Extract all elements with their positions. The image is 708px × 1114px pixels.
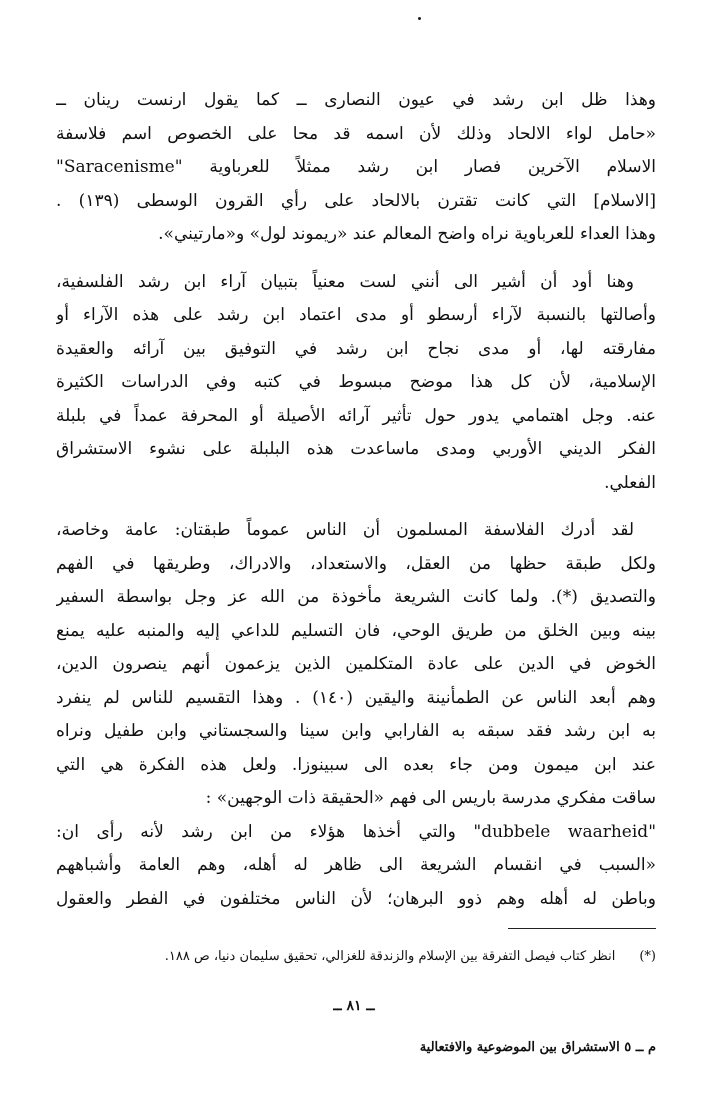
text-line: عنه. وجل اهتمامي يدور حول تأثير آرائه الأصيلة أو المحرفة عمداً في بلبلة	[56, 405, 656, 426]
text-line: الإسلامية، لأن كل هذا موضح مبسوط في كتبه وفي الدراسات الكثيرة	[56, 372, 656, 392]
text-line: مفارقته لها، أو مدى نجاح ابن رشد في التوفيق بين آرائه والعقيدة	[56, 338, 656, 359]
text-line: "dubbele waarheid" والتي أخذها هؤلاء من ابن رشد لأنه رأى ان:	[56, 821, 656, 842]
text-line: «حامل لواء الالحاد وذلك لأن اسمه قد محا على الخصوص اسم فلاسفة	[56, 123, 656, 144]
text-line: والتصديق (*). ولما كانت الشريعة مأخوذة من الله عز وجل بواسطة السفير	[56, 587, 656, 607]
paragraph-1	[56, 84, 656, 252]
text-line: الفكر الديني الأوربي ومدى ماساعدت هذه البلبلة على نشوء الاستشراق	[56, 439, 656, 459]
paragraph-gap	[56, 252, 656, 266]
page-number: ــ ٨١ ــ	[333, 998, 375, 1014]
text-line: «السبب في انقسام الشريعة الى ظاهر له أهله، وهم العامة وأشباههم	[56, 855, 656, 875]
text-line: الخوض في الدين على عادة المتكلمين الذين يزعمون أنهم ينصرون الدين،	[56, 654, 656, 674]
footnote-mark: (*)	[639, 949, 656, 964]
text-line: وأصالتها بالنسبة لآراء أرسطو أو مدى اعتماد ابن رشد على هذه الآراء أو	[56, 305, 656, 325]
text-line: ولكل طبقة حظها من العقل، والاستعداد، والادراك، وطريقها في الفهم	[56, 553, 656, 574]
page-body	[56, 84, 656, 916]
printer-mark	[418, 17, 421, 20]
paragraph-gap	[56, 500, 656, 514]
text-line: [الاسلام] التي كانت تقترن بالالحاد على رأي القرون الوسطى (١٣٩) .	[56, 190, 656, 211]
text-line: الاسلام الآخرين فصار ابن رشد ممثلاً للعرباوية "Saracenisme"	[56, 157, 656, 177]
text-line: وهذا العداء للعرباوية نراه واضح المعالم عند «ريموند لول» و«مارتيني».	[158, 224, 656, 244]
text-line: ساقت مفكري مدرسة باريس الى فهم «الحقيقة ذات الوجهين» :	[205, 788, 656, 808]
text-line: بينه وبين الخلق من طريق الوحي، فان التسليم للداعي إليه والمنبه عليه يمنع	[56, 620, 656, 641]
text-line: عند ابن ميمون ومن جاء بعده الى سبينوزا. ولعل هذه الفكرة هي التي	[56, 754, 656, 775]
footnote-text: انظر كتاب فيصل التفرقة بين الإسلام والزندقة للغزالي، تحقيق سليمان دنيا، ص ١٨٨.	[164, 949, 616, 964]
text-line: وباطن له أهله وهم ذوو البرهان؛ لأن الناس مختلفون في الفطر والعقول	[56, 888, 656, 909]
footnote-divider	[508, 928, 656, 929]
paragraph-3	[56, 514, 656, 916]
text-line: وهذا ظل ابن رشد في عيون النصارى ــ كما يقول ارنست رينان ــ	[56, 90, 656, 110]
text-line: الفعلي.	[604, 472, 656, 493]
footnote	[60, 946, 656, 968]
text-line: وهنا أود أن أشير الى أنني لست معنياً بتبيان آراء ابن رشد الفلسفية،	[56, 271, 634, 292]
text-line: به ابن رشد فقد سبقه به الفارابي وابن سينا والسجستاني وابن طفيل ونراه	[56, 721, 656, 741]
text-line: لقد أدرك الفلاسفة المسلمون أن الناس عموماً طبقتان: عامة وخاصة،	[56, 520, 634, 540]
paragraph-2	[56, 266, 656, 501]
text-line: وهم أبعد الناس عن الطمأنينة واليقين (١٤٠) . وهذا التقسيم للناس لم ينفرد	[56, 687, 656, 708]
signature-line: م ــ ٥ الاستشراق بين الموضوعية والافتعالية	[419, 1040, 656, 1055]
